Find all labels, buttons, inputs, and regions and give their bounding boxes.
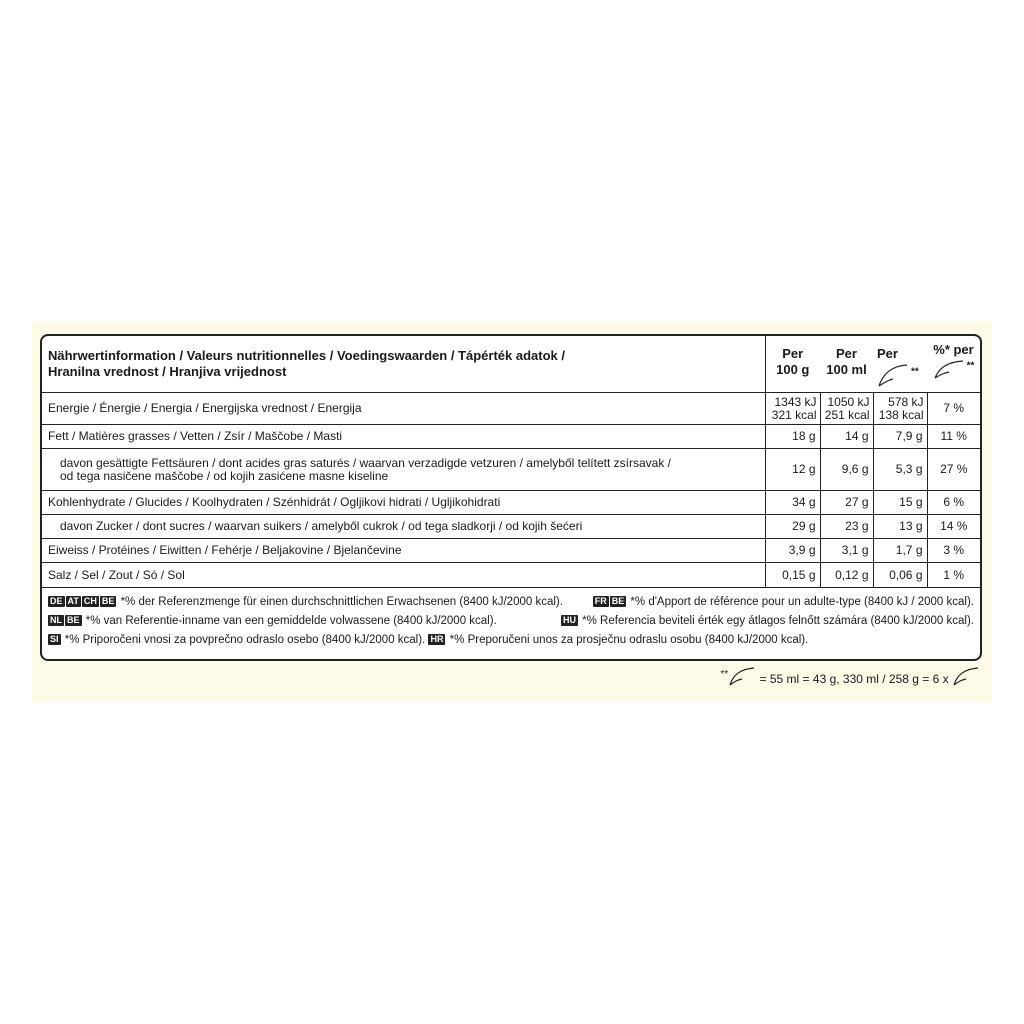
cell-per-portion: 15 g xyxy=(873,491,927,515)
cell-per-100ml: 27 g xyxy=(820,491,873,515)
table-row xyxy=(42,491,980,515)
row-label: davon Zucker / dont sucres / waarvan suikers / amelyből cukrok / od tega sladkorji / od kojih šećeri xyxy=(42,515,765,539)
ice-cream-scoop-icon xyxy=(933,358,967,384)
cell-reference-intake: 14 % xyxy=(927,515,980,539)
cell-reference-intake: 6 % xyxy=(927,491,980,515)
col-header-per-portion: Per ** xyxy=(873,336,927,393)
cell-per-100g: 12 g xyxy=(765,449,820,491)
reference-intake-footnotes xyxy=(42,588,980,654)
cell-reference-intake: 27 % xyxy=(927,449,980,491)
country-flag-hu: HU xyxy=(562,615,576,625)
ice-cream-scoop-icon xyxy=(728,665,756,694)
footnote-line-2: NL BE *% van Referentie-inname van een gemiddelde volwassene (8400 kJ/2000 kcal). HU *% Referencia beviteli érték egy átlagos felnőtt számára (8400 kJ/2000 kcal). xyxy=(50,615,974,627)
country-flag-ch: CH xyxy=(83,596,97,606)
portion-size-note: ** = 55 ml = 43 g, 330 ml / 258 g = 6 x xyxy=(680,664,980,694)
footnotes-row xyxy=(42,588,980,654)
country-flag-be: BE xyxy=(611,596,625,606)
ice-cream-scoop-icon xyxy=(952,665,980,694)
cell-per-100ml: 0,12 g xyxy=(820,563,873,588)
country-flag-si: SI xyxy=(50,634,59,644)
cell-per-portion: 578 kJ 138 kcal xyxy=(873,393,927,425)
table-row xyxy=(42,539,980,563)
cell-per-100ml: 14 g xyxy=(820,425,873,449)
row-label: Fett / Matières grasses / Vetten / Zsír / Maščobe / Masti xyxy=(42,425,765,449)
cell-reference-intake: 7 % xyxy=(927,393,980,425)
table-row xyxy=(42,563,980,588)
cell-per-100g: 29 g xyxy=(765,515,820,539)
cell-per-portion: 0,06 g xyxy=(873,563,927,588)
footnote-line-3: SI *% Priporočeni vnosi za povprečno odraslo osebo (8400 kJ/2000 kcal). HR *% Preporučeni unos za prosječnu odraslu osobu (8400 kJ/2000 kcal). xyxy=(50,634,809,646)
country-flag-nl: NL xyxy=(50,615,62,625)
row-label: Eiweiss / Protéines / Eiwitten / Fehérje / Beljakovine / Bjelančevine xyxy=(42,539,765,563)
country-flag-be: BE xyxy=(101,596,115,606)
row-label: Kohlenhydrate / Glucides / Koolhydraten / Szénhidrát / Ogljikovi hidrati / Ugljikohidrati xyxy=(42,491,765,515)
ice-cream-scoop-icon xyxy=(877,362,911,392)
cell-per-100g: 1343 kJ 321 kcal xyxy=(765,393,820,425)
cell-reference-intake: 1 % xyxy=(927,563,980,588)
col-header-per-100ml: Per 100 ml xyxy=(826,346,867,377)
cell-per-100ml: 9,6 g xyxy=(820,449,873,491)
country-flag-hr: HR xyxy=(430,634,444,644)
nutrition-table xyxy=(42,336,980,653)
table-row xyxy=(42,393,980,425)
cell-per-portion: 5,3 g xyxy=(873,449,927,491)
cell-per-100ml: 3,1 g xyxy=(820,539,873,563)
cell-per-100ml: 1050 kJ 251 kcal xyxy=(820,393,873,425)
col-header-reference-intake: %* per ** xyxy=(927,336,980,393)
cell-reference-intake: 3 % xyxy=(927,539,980,563)
table-header-row xyxy=(42,336,980,393)
table-row xyxy=(42,425,980,449)
row-label: Salz / Sel / Zout / Só / Sol xyxy=(42,563,765,588)
row-label: Energie / Énergie / Energia / Energijska vrednost / Energija xyxy=(42,393,765,425)
footnote-line-1: DE AT CH BE *% der Referenzmenge für einen durchschnittlichen Erwachsenen (8400 kJ/2000 kcal). FR BE *% d'Apport de référence pour un adulte-type (8400 kJ / 2000 kcal). xyxy=(50,596,974,608)
table-title xyxy=(42,336,765,393)
cell-per-100g: 34 g xyxy=(765,491,820,515)
cell-per-100g: 18 g xyxy=(765,425,820,449)
nutrition-table-frame xyxy=(40,334,982,661)
cell-reference-intake: 11 % xyxy=(927,425,980,449)
cell-per-portion: 7,9 g xyxy=(873,425,927,449)
country-flag-de: DE xyxy=(50,596,63,606)
row-label: davon gesättigte Fettsäuren / dont acides gras saturés / waarvan verzadigde vetzuren / amelyből telített zsírsavak / od tega nasičene maščobe / od kojih zasićene masne kiseline xyxy=(42,449,765,491)
cell-per-portion: 13 g xyxy=(873,515,927,539)
cell-per-portion: 1,7 g xyxy=(873,539,927,563)
table-row xyxy=(42,515,980,539)
table-title-line-2: Hranilna vrednost / Hranjiva vrijednost xyxy=(48,364,287,379)
country-flag-fr: FR xyxy=(594,596,607,606)
table-title-line-1: Nährwertinformation / Valeurs nutritionnelles / Voedingswaarden / Tápérték adatok / xyxy=(48,348,565,363)
table-row xyxy=(42,449,980,491)
portion-size-text: = 55 ml = 43 g, 330 ml / 258 g = 6 x xyxy=(759,672,949,686)
cell-per-100g: 3,9 g xyxy=(765,539,820,563)
cell-per-100g: 0,15 g xyxy=(765,563,820,588)
cell-per-100ml: 23 g xyxy=(820,515,873,539)
country-flag-at: AT xyxy=(67,596,79,606)
col-header-per-100g: Per 100 g xyxy=(776,346,810,377)
country-flag-be: BE xyxy=(67,615,80,625)
